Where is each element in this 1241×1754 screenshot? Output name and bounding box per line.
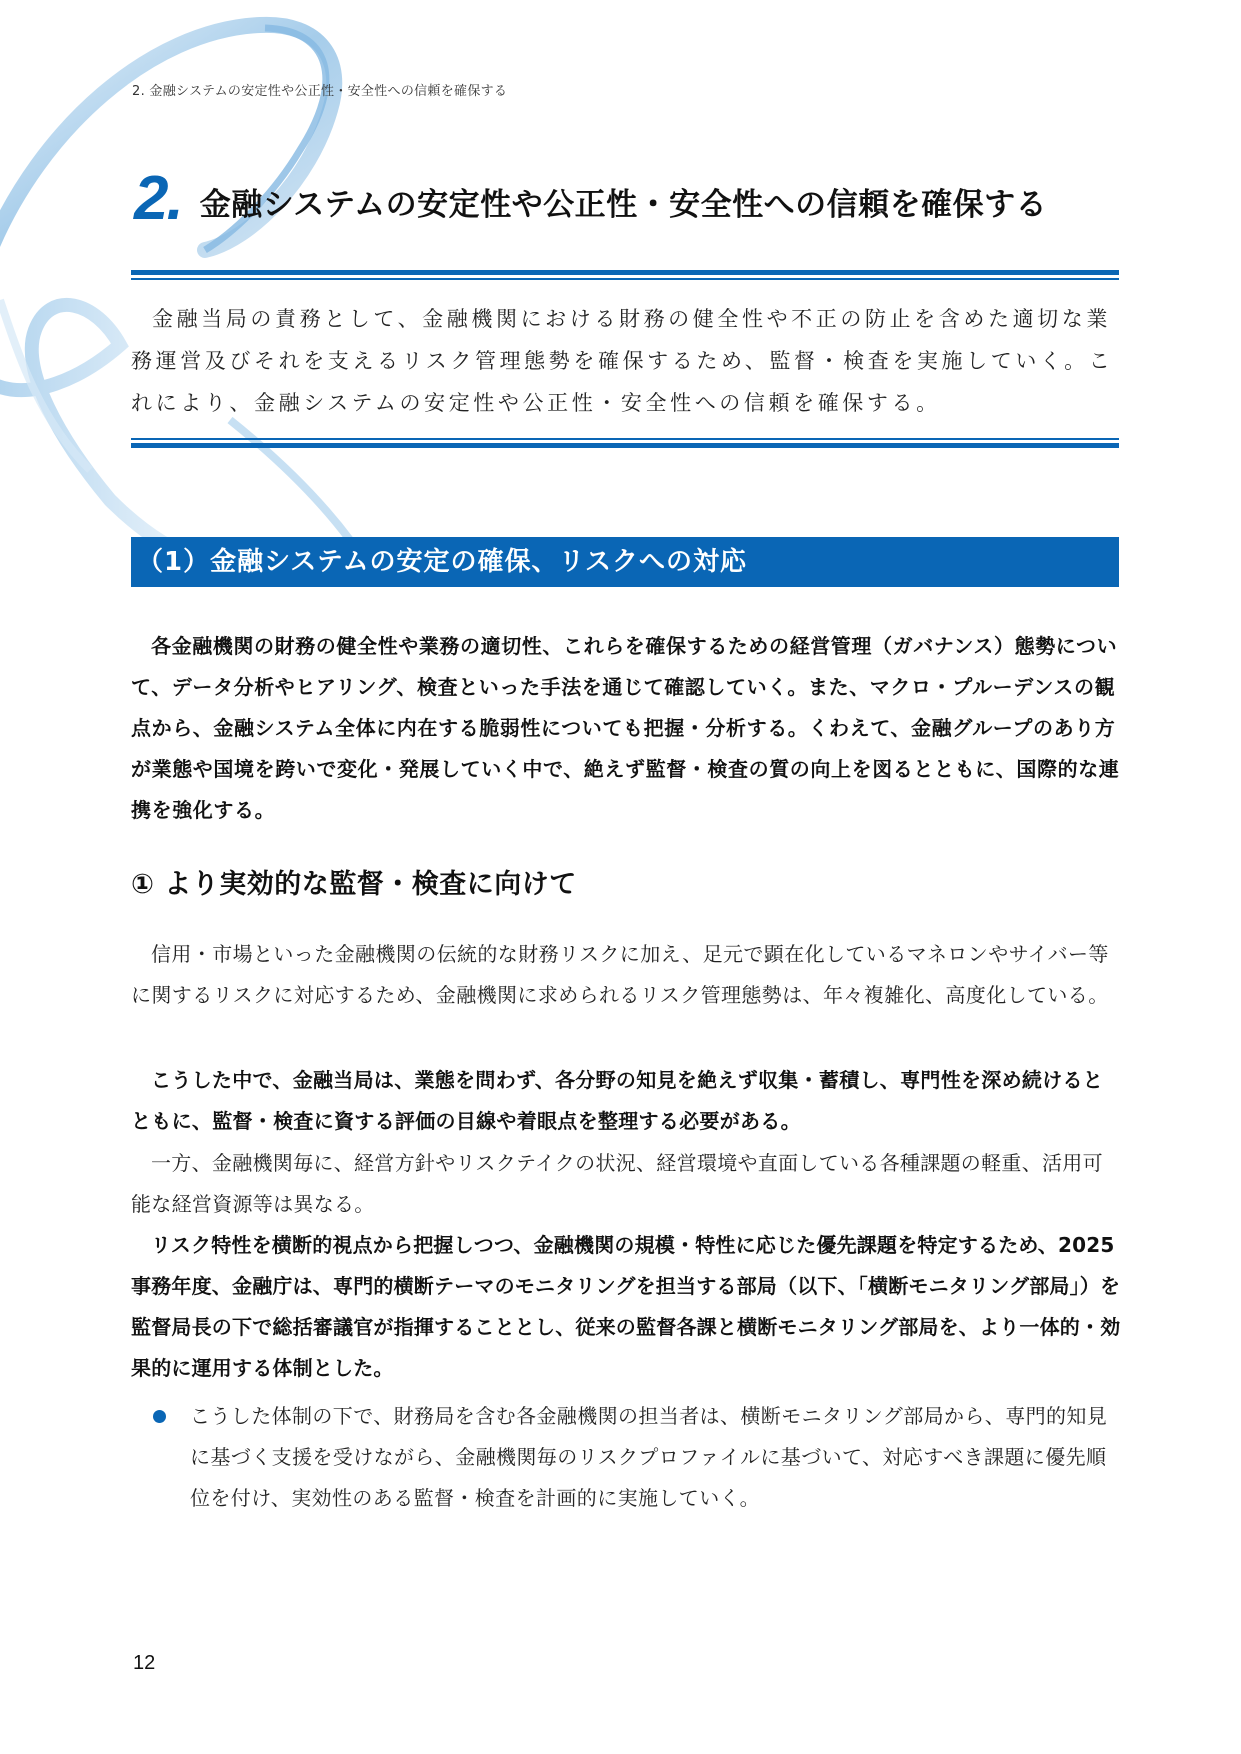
chapter-number: 2. bbox=[134, 164, 182, 233]
chapter-heading: 金融システムの安定性や公正性・安全性への信頼を確保する bbox=[199, 187, 1048, 223]
running-header: 2. 金融システムの安定性や公正性・安全性への信頼を確保する bbox=[132, 84, 508, 99]
bullet-list-item bbox=[131, 1396, 1121, 1519]
section-heading-bar: （1）金融システムの安定の確保、リスクへの対応 bbox=[131, 537, 1119, 587]
bullet-text: こうした体制の下で、財務局を含む各金融機関の担当者は、横断モニタリング部局から、専門的知見に基づく支援を受けながら、金融機関毎のリスクプロファイルに基づいて、対応すべき課題に優先順位を付け、実効性のある監督・検査を計画的に実施していく。 bbox=[190, 1404, 1108, 1510]
body-paragraph-bold: リスク特性を横断的視点から把握しつつ、金融機関の規模・特性に応じた優先課題を特定するため、2025 事務年度、金融庁は、専門的横断テーマのモニタリングを担当する部局（以下、「横断モニタリング部局」）を監督局長の下で総括審議官が指揮することとし、従来の監督各課と横断モニタリング部局を、より一体的・効果的に運用する体制とした。 bbox=[131, 1233, 1121, 1380]
chapter-title bbox=[134, 164, 1048, 233]
section-intro-paragraph: 各金融機関の財務の健全性や業務の適切性、これらを確保するための経営管理（ガバナンス）態勢について、データ分析やヒアリング、検査といった手法を通じて確認していく。また、マクロ・プルーデンスの観点から、金融システム全体に内在する脆弱性についても把握・分析する。くわえて、金融グループのあり方が業態や国境を跨いで変化・発展していく中で、絶えず監督・検査の質の向上を図るとともに、国際的な連携を強化する。 bbox=[131, 634, 1120, 822]
page-number: 12 bbox=[133, 1652, 156, 1674]
lead-paragraph: 金融当局の責務として、金融機関における財務の健全性や不正の防止を含めた適切な業務運営及びそれを支えるリスク管理態勢を確保するため、監督・検査を実施していく。これにより、金融システムの安定性や公正性・安全性への信頼を確保する。 bbox=[131, 307, 1114, 415]
body-paragraph-bold: こうした中で、金融当局は、業態を問わず、各分野の知見を絶えず収集・蓄積し、専門性を深め続けるとともに、監督・検査に資する評価の目線や着眼点を整理する必要がある。 bbox=[131, 1068, 1104, 1133]
bullet-dot-icon bbox=[153, 1410, 166, 1423]
top-double-rule bbox=[131, 270, 1119, 280]
bottom-double-rule bbox=[131, 438, 1119, 448]
subsection-heading: ① より実効的な監督・検査に向けて bbox=[131, 869, 577, 900]
body-paragraph: 一方、金融機関毎に、経営方針やリスクテイクの状況、経営環境や直面している各種課題の軽重、活用可能な経営資源等は異なる。 bbox=[131, 1151, 1103, 1216]
body-paragraph: 信用・市場といった金融機関の伝統的な財務リスクに加え、足元で顕在化しているマネロンやサイバー等に関するリスクに対応するため、金融機関に求められるリスク管理態勢は、年々複雑化、高度化している。 bbox=[131, 942, 1109, 1007]
